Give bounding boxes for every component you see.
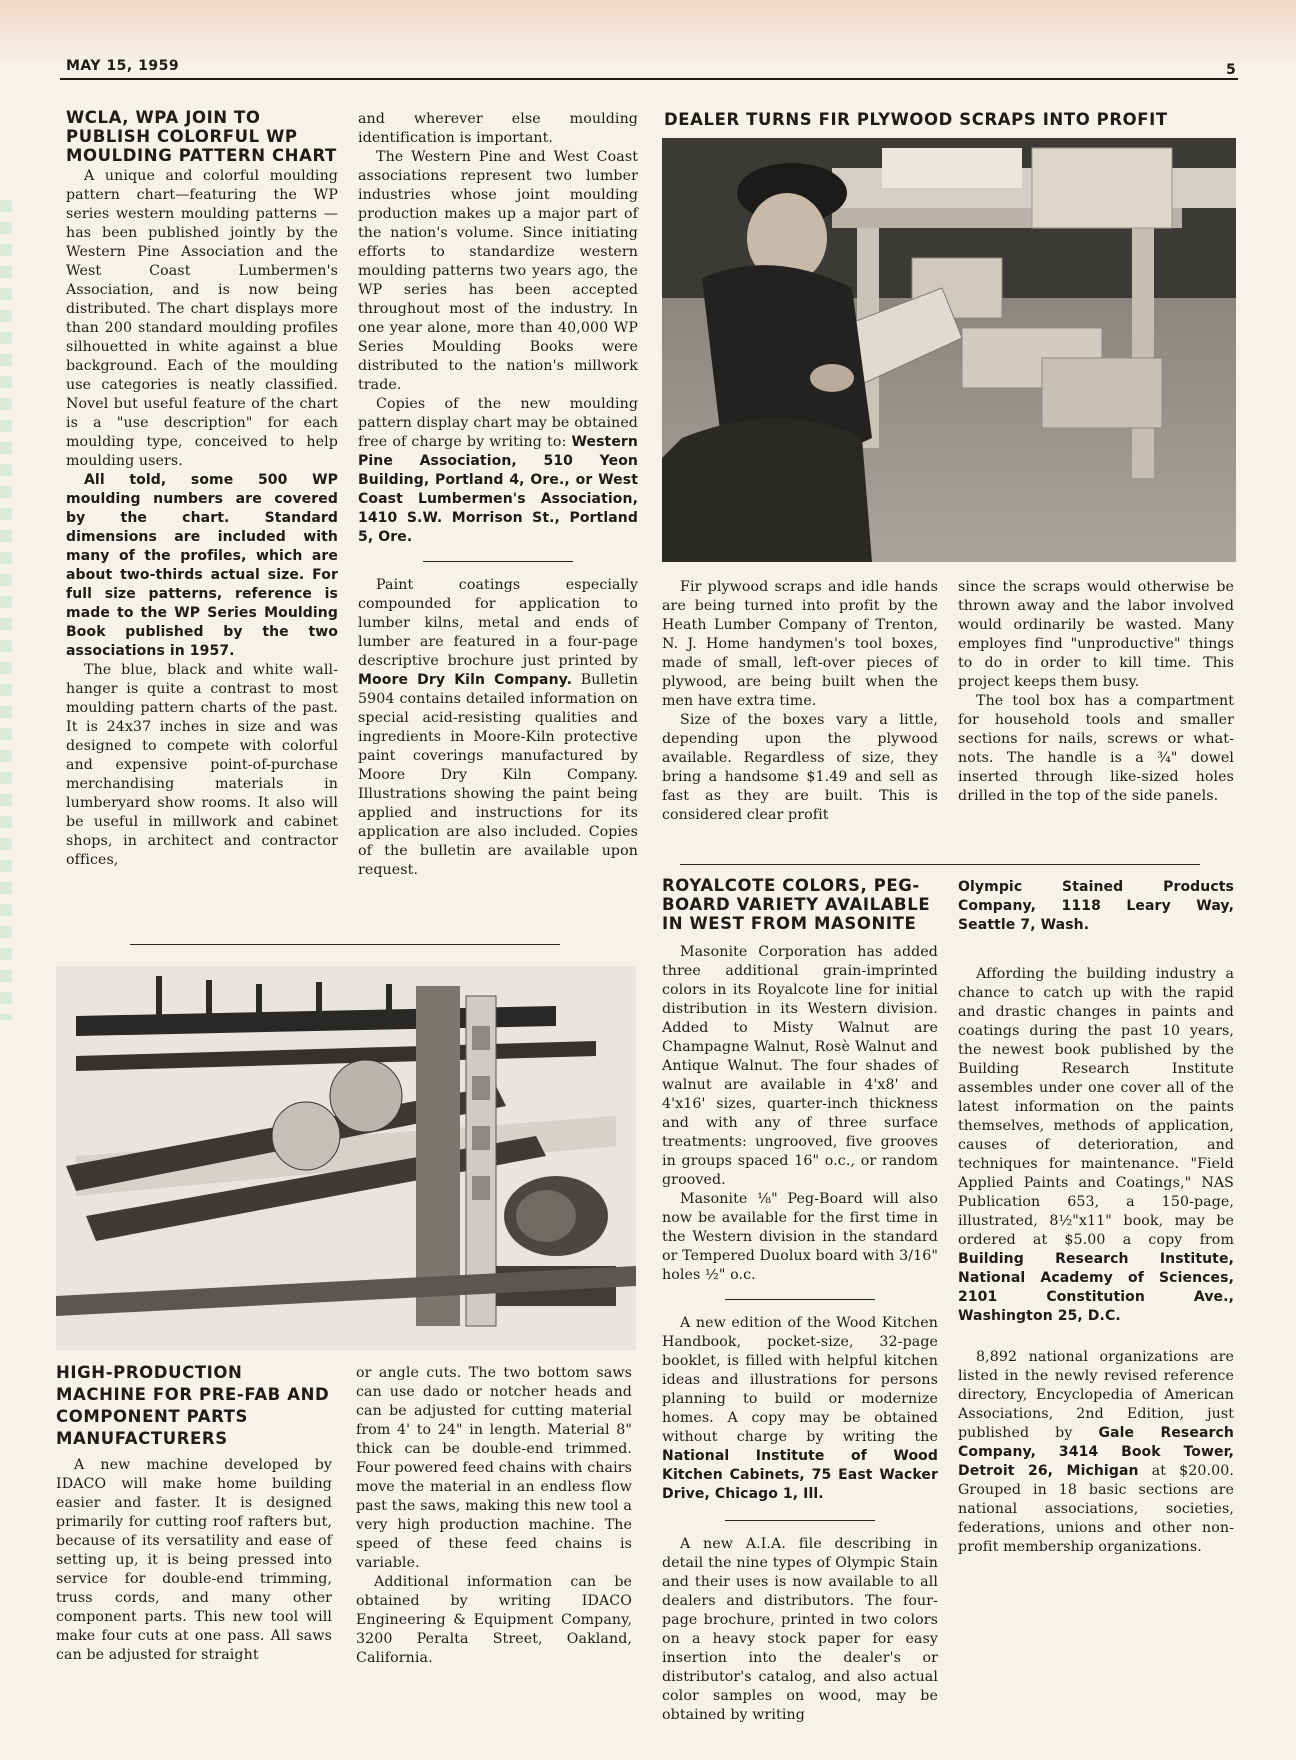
separator-rule <box>725 1299 875 1300</box>
wcla-paragraph-6 <box>358 395 638 547</box>
gale-lead: 8,892 national organizations are listed in the newly revised reference directory, Encyclopedia of American Associations, 2nd Edition, just published by <box>958 1349 1234 1441</box>
gale-item <box>958 1348 1234 1557</box>
idaco-headline: HIGH-PRODUCTION MACHINE FOR PRE-FAB AND COMPONENT PARTS MANUFACTURERS <box>56 1363 330 1448</box>
idaco-paragraph-3: Additional information can be obtained by writing IDACO Engineering & Equipment Company, 3200 Peralta Street, Oakland, California. <box>356 1574 632 1666</box>
gale-tail: at $20.00. Grouped in 18 basic sections are national associations, societies, federations, unions and other non-profit membership organizations. <box>958 1463 1234 1555</box>
idaco-col2 <box>356 1364 632 1668</box>
idaco-paragraph-1: A new machine developed by IDACO will make home building easier and faster. It is designed primarily for cutting roof rafters but, because of its versatility and ease of setting up, it is being pressed into service for double-end trimming, truss cords, and many other component parts. This new tool will make four cuts at one pass. All saws can be adjusted for straight <box>56 1457 332 1663</box>
header-rule <box>60 78 1238 80</box>
wcla-paragraph-1: A unique and colorful moulding pattern chart—featuring the WP series western moulding patterns — has been published jointly by the Western Pine Association and the West Coast Lumbermen's Association, and is now being distributed. The chart displays more than 200 standard moulding profiles silhouetted in white against a blue background. Each of the moulding use categories is neatly classified. Novel but useful feature of the chart is a "use description" for each moulding type, conceived to help moulding users. <box>66 168 338 469</box>
aia-lead: A new A.I.A. file describing in detail the nine types of Olympic Stain and their uses is now available to all dealers and distributors. The four-page brochure, printed in two colors on a heavy stock paper for easy insertion into the dealer's or distributor's catalog, and also actual color samples on wood, may be obtained by writing <box>662 1536 938 1723</box>
royalcote-paragraph-1: Masonite Corporation has added three additional grain-imprinted colors in its Royalcote line for initial distribution in its Western division. Added to Misty Walnut are Champagne Walnut, Rosè Walnut and Antique Walnut. The four shades of walnut are available in 4'x8' and 4'x16' sizes, quarter-inch thickness and with any of three surface treatments: ungrooved, five grooves in groups spaced 16" o.c., or random grooved. <box>662 944 938 1188</box>
olympic-address: Olympic Stained Products Company, 1118 Leary Way, Seattle 7, Wash. <box>958 879 1234 933</box>
moore-lead: Paint coatings especially compounded for application to lumber kilns, metal and ends of lumber are featured in a four-page descriptive brochure just printed by <box>358 577 638 669</box>
royalcote-paragraph-2: Masonite ⅛" Peg-Board will also now be available for the first time in the Western division in the standard or Tempered Duolux board with 3/16" holes ½" o.c. <box>662 1191 938 1283</box>
rafter-cutting-machine-illustration <box>56 966 636 1350</box>
moore-tail: Bulletin 5904 contains detailed information on special acid-resisting qualities and ingredients in Moore-Kiln protective paint coverings manufactured by Moore Dry Kiln Company. Illustrations showing the paint being applied and instructions for its application are also included. Copies of the bulletin are available upon request. <box>358 672 638 878</box>
wcla-article-col1 <box>66 108 338 870</box>
page-edge-tint <box>0 0 1296 62</box>
kitchen-address: National Institute of Wood Kitchen Cabinets, 75 East Wacker Drive, Chicago 1, Ill. <box>662 1448 938 1502</box>
dealer-paragraph-1: Fir plywood scraps and idle hands are being turned into profit by the Heath Lumber Company of Trenton, N. J. Home handymen's tool boxes, made of small, left-over pieces of plywood, are being built when the men have extra time. <box>662 579 938 709</box>
wcla-p6-lead: Copies of the new moulding pattern display chart may be obtained free of charge by writing to: <box>358 396 638 450</box>
page-number: 5 <box>1226 62 1236 78</box>
royalcote-col <box>662 876 938 1725</box>
aia-item-start <box>662 1535 938 1725</box>
moore-company: Moore Dry Kiln Company. <box>358 672 573 688</box>
toolbox-workshop-photo <box>662 138 1236 562</box>
issue-date: MAY 15, 1959 <box>66 58 180 74</box>
moore-item <box>358 576 638 880</box>
paints-book-lead: Affording the building industry a chance to catch up with the rapid and drastic changes in paints and coatings during the past 10 years, the newest book published by the Building Research Institute assembles under one cover all of the latest information on the paints themselves, methods of application, causes of deterioration, and techniques for maintenance. "Field Applied Paints and Coatings," NAS Publication 653, a 150-page, illustrated, 8½"x11" book, may be ordered at $5.00 a copy from <box>958 966 1234 1248</box>
wcla-headline: WCLA, WPA JOIN TO PUBLISH COLORFUL WP MOULDING PATTERN CHART <box>66 108 337 165</box>
dealer-photo <box>662 138 1236 562</box>
dealer-end-rule <box>680 864 1200 865</box>
dealer-col1 <box>662 578 938 825</box>
separator-rule <box>725 1520 875 1521</box>
dealer-paragraph-3: since the scraps would otherwise be thrown away and the labor involved would ordinarily be wasted. Many employes find "unproductive" things to do in order to kill time. This project keeps them busy. <box>958 579 1234 690</box>
dealer-headline: DEALER TURNS FIR PLYWOOD SCRAPS INTO PROFIT <box>664 110 1168 129</box>
gale-address: Gale Research Company, 3414 Book Tower, Detroit 26, Michigan <box>958 1425 1234 1479</box>
dealer-col2 <box>958 578 1234 806</box>
idaco-col1 <box>56 1362 332 1665</box>
paints-book-item <box>958 965 1234 1326</box>
section-rule <box>130 944 560 945</box>
bri-address: Building Research Institute, National Academy of Sciences, 2101 Constitution Ave., Washington 25, D.C. <box>958 1251 1234 1324</box>
aia-item-end <box>958 878 1234 935</box>
royalcote-headline: ROYALCOTE COLORS, PEG-BOARD VARIETY AVAILABLE IN WEST FROM MASONITE <box>662 876 931 933</box>
dealer-paragraph-2: Size of the boxes vary a little, depending upon the plywood available. Regardless of size, they bring a handsome $1.49 and sell as fast as they are built. This is considered clear profit <box>662 712 938 823</box>
binding-marks <box>0 200 12 1020</box>
idaco-machine-photo <box>56 966 636 1350</box>
wcla-paragraph-5: The Western Pine and West Coast associations represent two lumber industries whose joint moulding production makes up a major part of the nation's volume. Since initiating efforts to standardize western moulding patterns two years ago, the WP series has been accepted throughout most of the industry. In one year alone, more than 40,000 WP Series Moulding Books were distributed to the nation's millwork trade. <box>358 149 638 393</box>
wcla-address: Western Pine Association, 510 Yeon Building, Portland 4, Ore., or West Coast Lumbermen's Association, 1410 S.W. Morrison St., Portland 5, Ore. <box>358 434 638 545</box>
separator-rule <box>423 561 573 562</box>
idaco-paragraph-2: or angle cuts. The two bottom saws can use dado or notcher heads and can be adjusted for cutting material from 4' to 24" in length. Material 8" thick can be double-end trimmed. Four powered feed chains with chairs move the material in an endless flow past the saws, making this new tool a very high production machine. The speed of these feed chains is variable. <box>356 1365 632 1571</box>
kitchen-lead: A new edition of the Wood Kitchen Handbook, pocket-size, 32-page booklet, is filled with helpful kitchen ideas and illustrations for persons planning to build or modernize homes. A copy may be obtained without charge by writing the <box>662 1315 938 1445</box>
right-bottom-col <box>958 878 1234 1557</box>
wcla-paragraph-2: All told, some 500 WP moulding numbers are covered by the chart. Standard dimensions are included with many of the profiles, which are about two-thirds actual size. For full size patterns, reference is made to the WP Series Moulding Book published by the two associations in 1957. <box>66 472 338 659</box>
wcla-paragraph-3: The blue, black and white wall-hanger is quite a contrast to most moulding pattern charts of the past. It is 24x37 inches in size and was designed to compete with colorful and expensive point-of-purchase merchandising materials in lumberyard show rooms. It also will be useful in millwork and cabinet shops, in architect and contractor offices, <box>66 662 338 868</box>
wcla-paragraph-4: and wherever else moulding identification is important. <box>358 111 638 146</box>
wcla-article-col2 <box>358 110 638 880</box>
kitchen-item <box>662 1314 938 1504</box>
dealer-paragraph-4: The tool box has a compartment for household tools and smaller sections for nails, screws or what-nots. The handle is a ¾" dowel inserted through like-sized holes drilled in the top of the side panels. <box>958 693 1234 804</box>
